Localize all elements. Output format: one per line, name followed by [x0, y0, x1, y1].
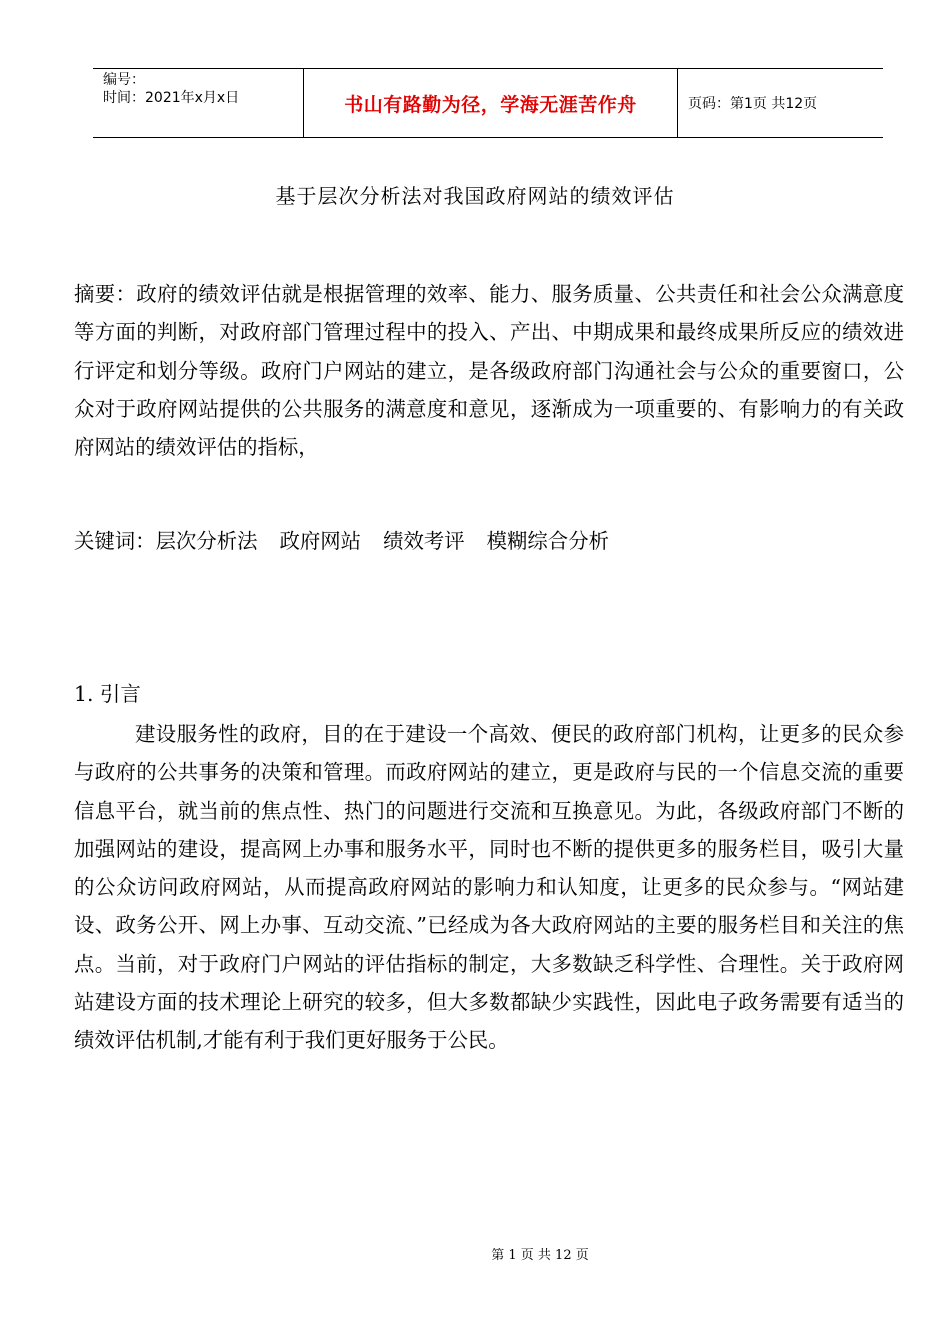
keywords-label: 关键词：	[74, 529, 156, 553]
keyword: 政府网站	[279, 529, 362, 553]
header-motto: 书山有路勤为径，学海无涯苦作舟	[303, 69, 678, 137]
header-meta	[93, 69, 303, 137]
abstract: 摘要：政府的绩效评估就是根据管理的效率、能力、服务质量、公共责任和社会公众满意度等方面的判断，对政府部门管理过程中的投入、产出、中期成果和最终成果所反应的绩效进行评定和划分等级。政府门户网站的建立，是各级政府部门沟通社会与公众的重要窗口，公众对于政府网站提供的公共服务的满意度和意见，逐渐成为一项重要的、有影响力的有关政府网站的绩效评估的指标，	[74, 282, 904, 460]
header-page-label: 页码：第1页 共12页	[688, 96, 818, 112]
section-body: 建设服务性的政府，目的在于建设一个高效、便民的政府部门机构，让更多的民众参与政府的公共事务的决策和管理。而政府网站的建立，更是政府与民的一个信息交流的重要信息平台，就当前的焦点性、热门的问题进行交流和互换意见。为此，各级政府部门不断的加强网站的建设，提高网上办事和服务水平，同时也不断的提供更多的服务栏目，吸引大量的公众访问政府网站，从而提高政府网站的影响力和认知度，让更多的民众参与。“网站建设、政务公开、网上办事、互动交流、”已经成为各大政府网站的主要的服务栏目和关注的焦点。当前，对于政府门户网站的评估指标的制定，大多数缺乏科学性、合理性。关于政府网站建设方面的技术理论上研究的较多，但大多数都缺少实践性，因此电子政务需要有适当的绩效评估机制,才能有利于我们更好服务于公民。	[74, 722, 904, 1053]
section-heading: 1. 引言	[74, 682, 141, 706]
keyword: 模糊综合分析	[486, 529, 609, 553]
time-label: 时间：2021年x月x日	[103, 90, 240, 106]
keyword: 层次分析法	[155, 529, 258, 553]
document-title: 基于层次分析法对我国政府网站的绩效评估	[275, 184, 675, 208]
keywords	[74, 522, 904, 560]
page-header	[93, 68, 883, 138]
keyword: 绩效考评	[383, 529, 465, 553]
number-label: 编号：	[103, 72, 145, 88]
page-footer: 第 1 页 共 12 页	[491, 1248, 589, 1263]
